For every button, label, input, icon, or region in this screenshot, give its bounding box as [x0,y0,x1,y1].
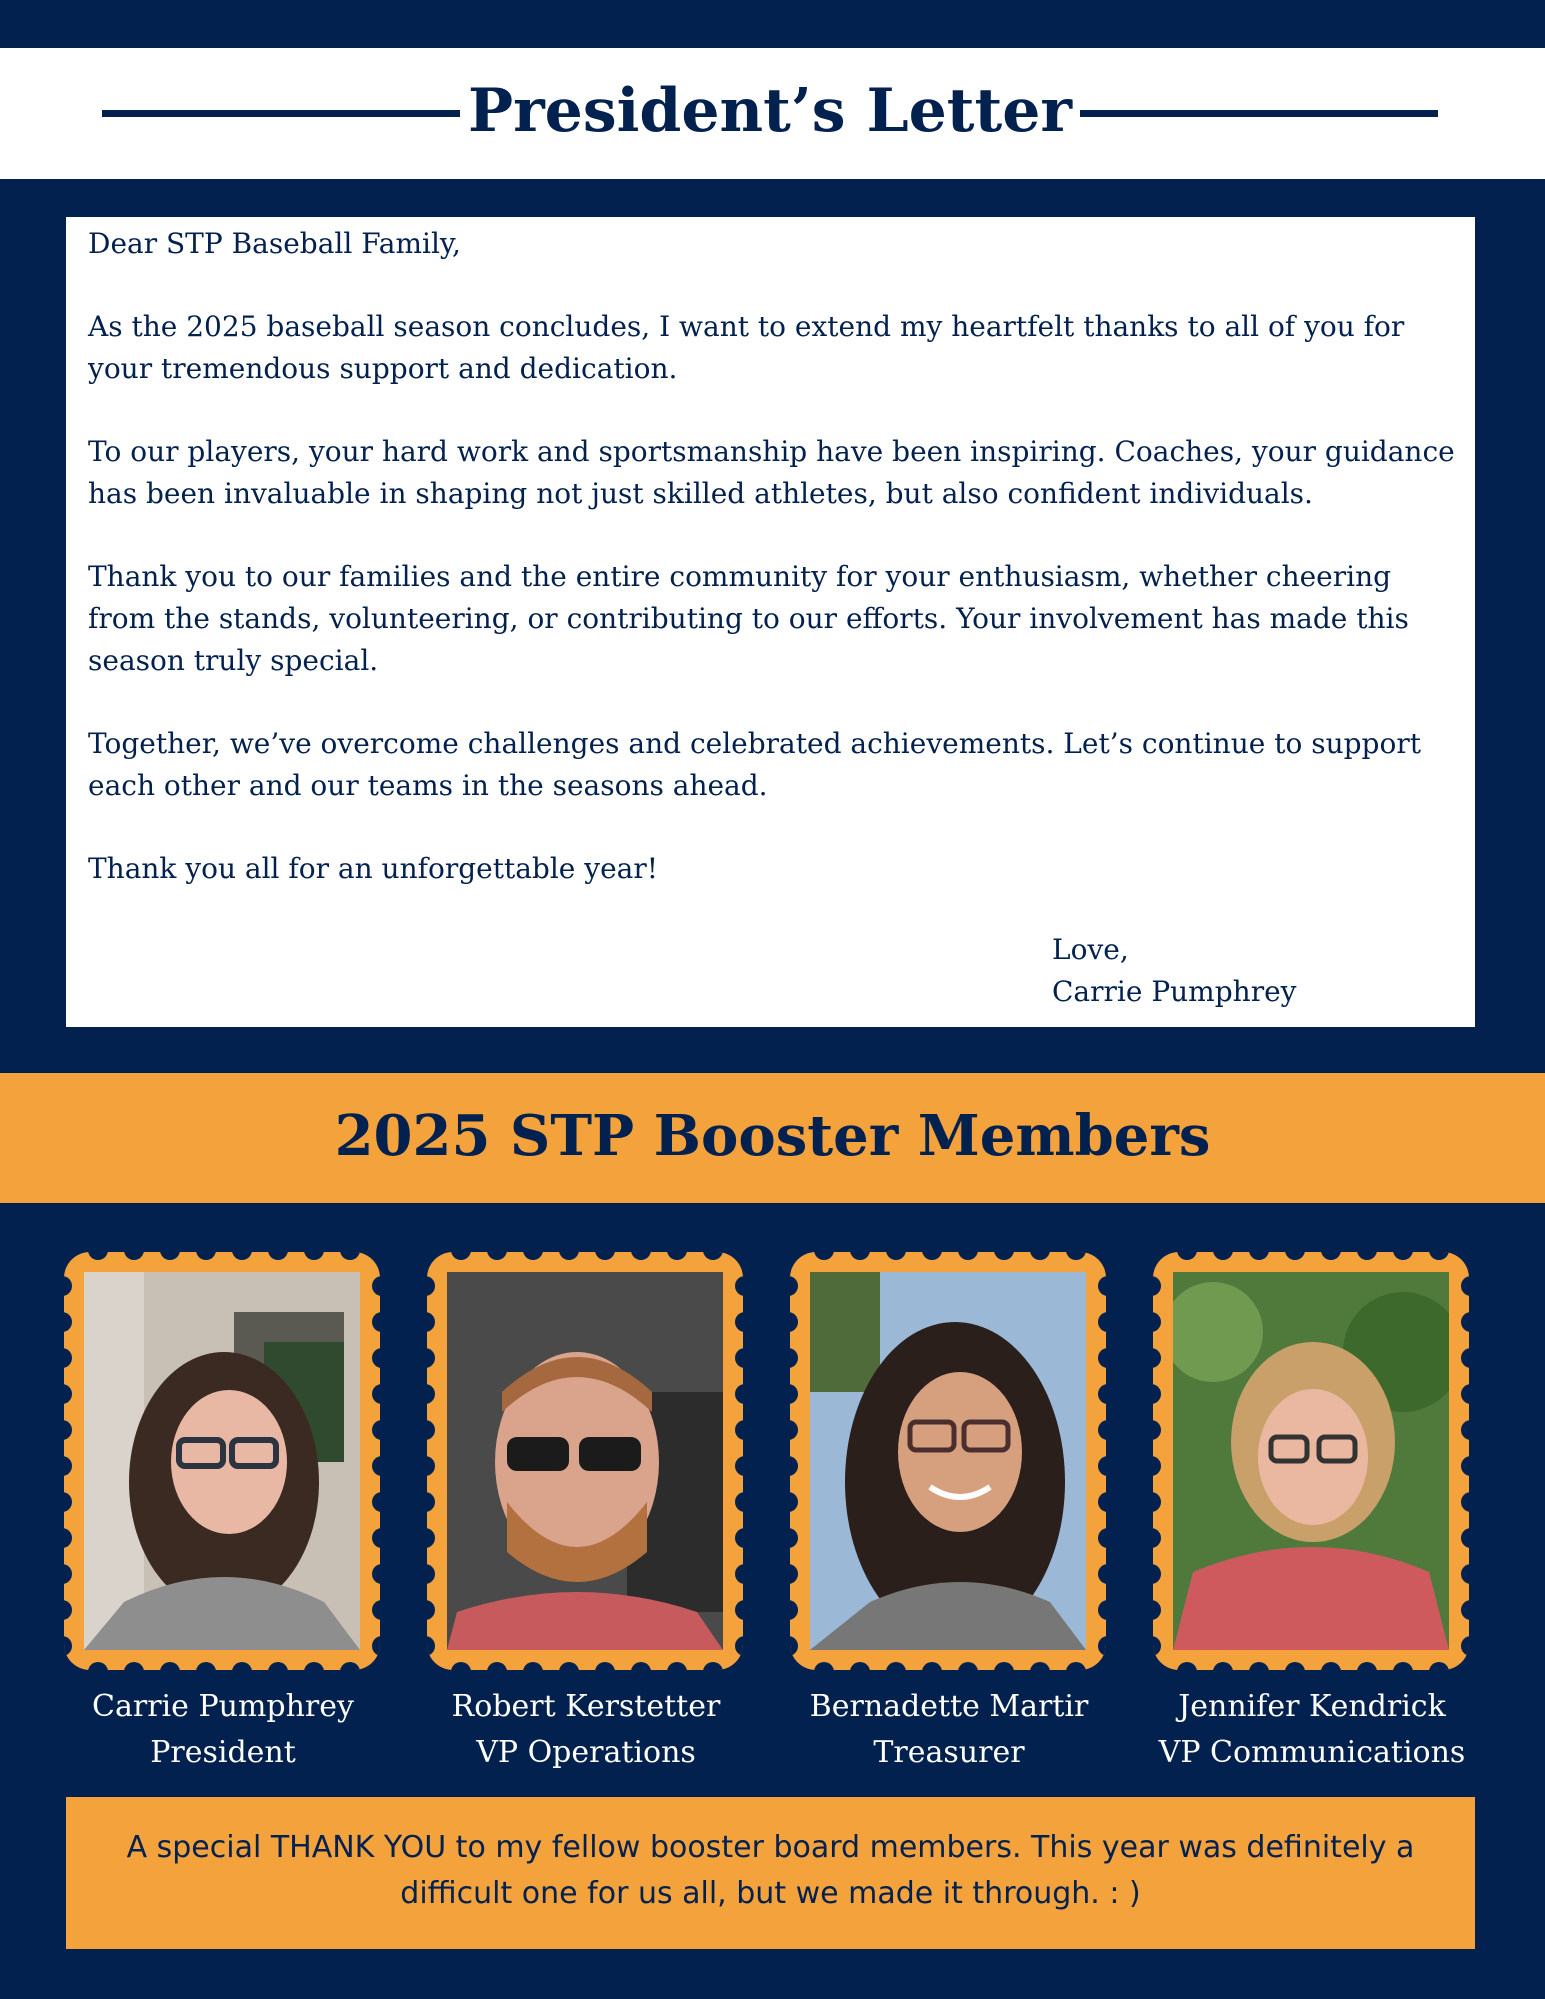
scallop-notch [1461,1492,1469,1512]
scalloped-photo-frame [64,1252,380,1670]
scallop-notch [124,1662,144,1670]
scallop-notch [1098,1528,1106,1548]
scallop-notch [64,1312,72,1332]
scallop-notch [1098,1492,1106,1512]
scallop-notch [1461,1564,1469,1584]
letter-signature: Carrie Pumphrey [1052,975,1297,1008]
scallop-notch [487,1662,507,1670]
scallop-notch [1357,1662,1377,1670]
scallop-notch [64,1276,72,1296]
scallop-notch [595,1252,615,1260]
scallop-notch [922,1662,942,1670]
scallop-notch [232,1662,252,1670]
scallop-notch [451,1252,471,1260]
scallop-notch [196,1252,216,1260]
scallop-notch [1461,1348,1469,1368]
scallop-notch [340,1662,360,1670]
scalloped-photo-frame [1153,1252,1469,1670]
scallop-notch [1461,1276,1469,1296]
scalloped-photo-frame [427,1252,743,1670]
page-title: President’s Letter [467,76,1073,146]
scallop-notch [372,1492,380,1512]
scallop-notch [372,1600,380,1620]
member-card [427,1252,745,1776]
scallop-notch [64,1636,72,1656]
scallop-notch [160,1252,180,1260]
scallop-notch [1153,1564,1161,1584]
scallop-notch [427,1456,435,1476]
scallop-notch [790,1384,798,1404]
scallop-notch [1461,1456,1469,1476]
scallop-notch [1153,1420,1161,1440]
member-photo [1173,1272,1449,1650]
scallop-notch [427,1312,435,1332]
scallop-notch [1098,1636,1106,1656]
scallop-notch [1321,1252,1341,1260]
scallop-notch [1098,1348,1106,1368]
scallop-notch [1153,1312,1161,1332]
scallop-notch [160,1662,180,1670]
scallop-notch [958,1252,978,1260]
scallop-notch [595,1662,615,1670]
letter-closing: Love, [1052,933,1129,966]
scallop-notch [1098,1312,1106,1332]
letter-salutation: Dear STP Baseball Family, [88,227,461,260]
scallop-notch [850,1252,870,1260]
member-role: VP Communications [1158,1735,1466,1770]
scallop-notch [735,1636,743,1656]
scallop-notch [631,1662,651,1670]
scallop-notch [735,1384,743,1404]
scallop-notch [1213,1662,1233,1670]
scallop-notch [886,1662,906,1670]
scallop-notch [1393,1252,1413,1260]
member-photo [84,1272,360,1650]
scallop-notch [1213,1252,1233,1260]
scallop-notch [735,1456,743,1476]
scallop-notch [1066,1252,1086,1260]
letter-signoff [1052,929,1296,1013]
letter-paragraph: Thank you to our families and the entire community for your enthusiasm, whether cheering from the stands, volunteering, or contributing to our efforts. Your involvement has made this season truly special. [88,560,1409,677]
scallop-notch [64,1348,72,1368]
scallop-notch [667,1252,687,1260]
scallop-notch [886,1252,906,1260]
scallop-notch [1153,1348,1161,1368]
thanks-note: A special THANK YOU to my fellow booster board members. This year was definitely a difficult one for us all, but we made it through. : ) [126,1830,1415,1911]
scallop-notch [372,1456,380,1476]
scallop-notch [703,1252,723,1260]
member-card [790,1252,1108,1776]
scallop-notch [735,1312,743,1332]
scallop-notch [196,1662,216,1670]
scallop-notch [1429,1662,1449,1670]
scallop-notch [1461,1420,1469,1440]
scallop-notch [958,1662,978,1670]
scallop-notch [1153,1492,1161,1512]
scallop-notch [427,1492,435,1512]
scallop-notch [427,1420,435,1440]
scallop-notch [1461,1312,1469,1332]
scallop-notch [1461,1384,1469,1404]
scallop-notch [703,1662,723,1670]
scallop-notch [1098,1384,1106,1404]
scallop-notch [427,1528,435,1548]
scallop-notch [1153,1600,1161,1620]
portrait-photo [1173,1272,1449,1650]
scallop-notch [735,1564,743,1584]
scallop-notch [523,1662,543,1670]
scallop-notch [64,1456,72,1476]
scallop-notch [1321,1662,1341,1670]
scallop-notch [427,1600,435,1620]
member-photo [447,1272,723,1650]
scallop-notch [1153,1528,1161,1548]
scallop-notch [372,1636,380,1656]
scallop-notch [790,1564,798,1584]
scallop-notch [735,1348,743,1368]
scallop-notch [1153,1636,1161,1656]
member-role: Treasurer [873,1735,1025,1770]
scallop-notch [304,1662,324,1670]
members-section-title: 2025 STP Booster Members [334,1103,1211,1169]
scallop-notch [1098,1276,1106,1296]
scallop-notch [667,1662,687,1670]
member-card [64,1252,382,1776]
scalloped-photo-frame [790,1252,1106,1670]
scallop-notch [64,1492,72,1512]
scallop-notch [1177,1662,1197,1670]
scallop-notch [1461,1600,1469,1620]
scallop-notch [1249,1252,1269,1260]
scallop-notch [232,1252,252,1260]
scallop-notch [790,1348,798,1368]
scallop-notch [1066,1662,1086,1670]
scallop-notch [790,1456,798,1476]
scallop-notch [1030,1662,1050,1670]
scallop-notch [427,1564,435,1584]
title-rule-right [1080,110,1438,117]
scallop-notch [1098,1456,1106,1476]
scallop-notch [790,1276,798,1296]
scallop-notch [1153,1384,1161,1404]
portrait-photo [447,1272,723,1650]
scallop-notch [427,1384,435,1404]
scallop-notch [994,1662,1014,1670]
member-card [1153,1252,1471,1776]
scallop-notch [994,1252,1014,1260]
scallop-notch [1357,1252,1377,1260]
scallop-notch [559,1662,579,1670]
scallop-notch [1153,1456,1161,1476]
scallop-notch [1461,1528,1469,1548]
scallop-notch [1429,1252,1449,1260]
member-name: Robert Kerstetter [451,1689,721,1724]
scallop-notch [850,1662,870,1670]
scallop-notch [790,1528,798,1548]
scallop-notch [523,1252,543,1260]
scallop-notch [268,1252,288,1260]
scallop-notch [559,1252,579,1260]
scallop-notch [487,1252,507,1260]
member-photo [810,1272,1086,1650]
scallop-notch [1249,1662,1269,1670]
scallop-notch [427,1348,435,1368]
scallop-notch [268,1662,288,1670]
portrait-photo [84,1272,360,1650]
scallop-notch [64,1564,72,1584]
scallop-notch [1098,1420,1106,1440]
scallop-notch [88,1252,108,1260]
scallop-notch [372,1384,380,1404]
scallop-notch [814,1252,834,1260]
scallop-notch [790,1420,798,1440]
scallop-notch [735,1276,743,1296]
scallop-notch [64,1384,72,1404]
scallop-notch [124,1252,144,1260]
scallop-notch [790,1600,798,1620]
president-letter [66,217,1475,1027]
scallop-notch [427,1276,435,1296]
scallop-notch [1153,1276,1161,1296]
scallop-notch [1098,1600,1106,1620]
scallop-notch [1285,1252,1305,1260]
scallop-notch [372,1528,380,1548]
scallop-notch [304,1252,324,1260]
scallop-notch [631,1252,651,1260]
scallop-notch [451,1662,471,1670]
scallop-notch [372,1276,380,1296]
letter-paragraph: Together, we’ve overcome challenges and celebrated achievements. Let’s continue to support each other and our teams in the seasons ahead. [88,727,1421,802]
scallop-notch [88,1662,108,1670]
scallop-notch [1098,1564,1106,1584]
portrait-photo [810,1272,1086,1650]
scallop-notch [735,1492,743,1512]
scallop-notch [735,1528,743,1548]
scallop-notch [372,1564,380,1584]
scallop-notch [372,1420,380,1440]
scallop-notch [790,1312,798,1332]
scallop-notch [427,1636,435,1656]
scallop-notch [340,1252,360,1260]
member-role: VP Operations [476,1735,696,1770]
scallop-notch [64,1420,72,1440]
scallop-notch [922,1252,942,1260]
scallop-notch [1461,1636,1469,1656]
scallop-notch [1177,1252,1197,1260]
scallop-notch [814,1662,834,1670]
scallop-notch [790,1636,798,1656]
scallop-notch [735,1600,743,1620]
scallop-notch [1030,1252,1050,1260]
scallop-notch [372,1348,380,1368]
scallop-notch [1393,1662,1413,1670]
member-role: President [150,1735,296,1770]
letter-paragraph: As the 2025 baseball season concludes, I want to extend my heartfelt thanks to all of you for your tremendous support and dedication. [88,310,1405,385]
scallop-notch [735,1420,743,1440]
member-name: Bernadette Martir [809,1689,1089,1724]
title-rule-left [102,110,460,117]
scallop-notch [64,1528,72,1548]
letter-paragraph: To our players, your hard work and sportsmanship have been inspiring. Coaches, your guidance has been invaluable in shaping not just skilled athletes, but also confident individuals. [88,435,1455,510]
scallop-notch [372,1312,380,1332]
member-name: Carrie Pumphrey [92,1689,354,1724]
scallop-notch [1285,1662,1305,1670]
member-name: Jennifer Kendrick [1178,1689,1446,1724]
scallop-notch [790,1492,798,1512]
scallop-notch [64,1600,72,1620]
letter-paragraph: Thank you all for an unforgettable year! [88,852,658,885]
